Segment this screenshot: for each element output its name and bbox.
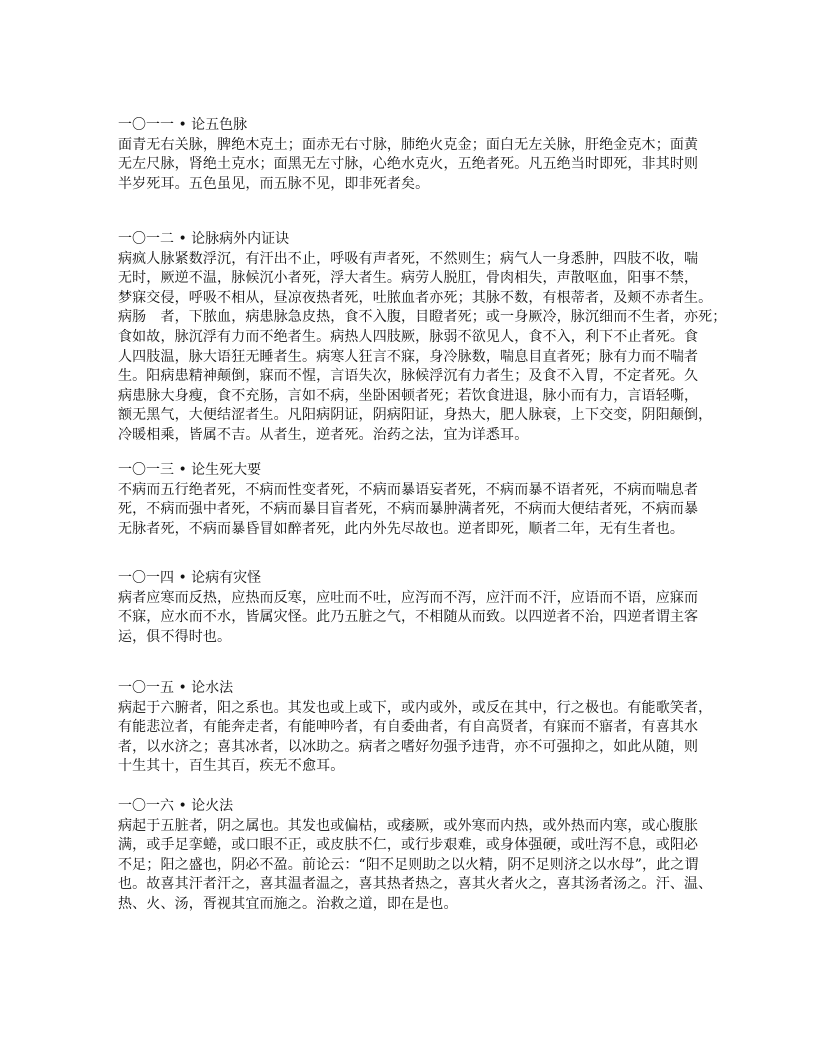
paragraph-line: 食如故，脉沉浮有力而不绝者生。病热人四肢厥，脉弱不欲见人，食不入，利下不止者死。食 [118, 328, 699, 345]
paragraph-line: 运，俱不得时也。 [118, 628, 232, 645]
paragraph-line: 有能悲泣者，有能奔走者，有能呻吟者，有自委曲者，有自高贤者，有寐而不寤者，有喜其水 [118, 719, 699, 736]
paragraph-line: 病起于五脏者，阴之属也。其发也或偏枯，或痿厥，或外寒而内热，或外热而内寒，或心腹胀 [118, 817, 699, 834]
section-title: 一〇一四 • 论病有灾怪 [118, 570, 262, 586]
paragraph-line: 半岁死耳。五色虽见，而五脉不见，即非死者矣。 [118, 175, 430, 192]
paragraph-line: 面青无右关脉，脾绝木克土；面赤无右寸脉，肺绝火克金；面白无左关脉，肝绝金克木；面黄 [118, 136, 699, 153]
paragraph-line: 人四肢温，脉大语狂无睡者生。病寒人狂言不寐，身冷脉数，喘息目直者死；脉有力而不喘者 [118, 348, 699, 365]
section-title: 一〇一一 • 论五色脉 [118, 117, 248, 133]
section-1013 [118, 461, 708, 539]
paragraph-line: 病疯人脉紧数浮沉，有汗出不止，呼吸有声者死，不然则生；病气人一身悉肿，四肢不收，喘 [118, 250, 699, 267]
section-1016 [118, 797, 713, 915]
paragraph-line: 不病而五行绝者死，不病而性变者死，不病而暴语妄者死，不病而暴不语者死，不病而喘息者 [118, 481, 699, 498]
section-title: 一〇一六 • 论火法 [118, 798, 234, 814]
section-title: 一〇一二 • 论脉病外内证诀 [118, 231, 290, 247]
paragraph-line: 冷暖相乘，皆属不吉。从者生，逆者死。治药之法，宜为详悉耳。 [118, 426, 529, 443]
section-1012 [118, 230, 727, 446]
paragraph-line: 也。故喜其汗者汗之，喜其温者温之，喜其热者热之，喜其火者火之，喜其汤者汤之。汗、温、 [118, 876, 713, 893]
section-1011 [118, 116, 708, 194]
paragraph-line: 不寐，应水而不水，皆属灾怪。此乃五脏之气，不相随从而致。以四逆者不治，四逆者谓主客 [118, 609, 699, 626]
section-1014 [118, 569, 708, 647]
paragraph-line: 者，以水济之；喜其冰者，以冰助之。病者之嗜好勿强予违背，亦不可强抑之，如此从随，则 [118, 738, 699, 755]
paragraph-line: 额无黑气，大便结涩者生。凡阳病阴证，阴病阳证，身热大，肥人脉衰，上下交变，阴阳颠倒， [118, 407, 713, 424]
paragraph-line: 十生其十，百生其百，疾无不愈耳。 [118, 758, 345, 775]
paragraph-line: 病者应寒而反热，应热而反寒，应吐而不吐，应泻而不泻，应汗而不汗，应语而不语，应寐而 [118, 589, 699, 606]
section-title: 一〇一三 • 论生死大要 [118, 462, 262, 478]
paragraph-line: 病患脉大身瘦，食不充肠，言如不病，坐卧困顿者死；若饮食进退，脉小而有力，言语轻嘶， [118, 387, 699, 404]
paragraph-line: 梦寐交侵，呼吸不相从，昼凉夜热者死，吐脓血者亦死；其脉不数，有根蒂者，及颊不赤者生。 [118, 289, 713, 306]
paragraph-line: 无左尺脉，肾绝土克水；面黑无左寸脉，心绝水克火，五绝者死。凡五绝当时即死，非其时则 [118, 156, 699, 173]
paragraph-line: 死，不病而强中者死，不病而暴目盲者死，不病而暴肿满者死，不病而大便结者死，不病而暴 [118, 501, 699, 518]
paragraph-line: 生。阳病患精神颠倒，寐而不惺，言语失次，脉候浮沉有力者生；及食不入胃，不定者死。久 [118, 368, 699, 385]
paragraph-line: 不足；阳之盛也，阴必不盈。前论云：“阳不足则助之以火精，阴不足则济之以水母”，此之谓 [118, 856, 699, 873]
section-1015 [118, 679, 713, 777]
section-title: 一〇一五 • 论水法 [118, 680, 234, 696]
paragraph-line: 无脉者死，不病而暴昏冒如醉者死，此内外先尽故也。逆者即死，顺者二年，无有生者也。 [118, 520, 684, 537]
paragraph-line: 热、火、汤，胥视其宜而施之。治救之道，即在是也。 [118, 895, 458, 912]
paragraph-line: 无时，厥逆不温，脉候沉小者死，浮大者生。病劳人脱肛，骨肉相失，声散呕血，阳事不禁， [118, 270, 699, 287]
paragraph-line: 病肠 者，下脓血，病患脉急皮热，食不入腹，目瞪者死；或一身厥冷，脉沉细而不生者，亦死； [118, 309, 727, 326]
paragraph-line: 满，或手足挛蜷，或口眼不正，或皮肤不仁，或行步艰难，或身体强硬，或吐泻不息，或阳必 [118, 837, 699, 854]
paragraph-line: 病起于六腑者，阳之系也。其发也或上或下，或内或外，或反在其中，行之极也。有能歌笑者， [118, 699, 713, 716]
